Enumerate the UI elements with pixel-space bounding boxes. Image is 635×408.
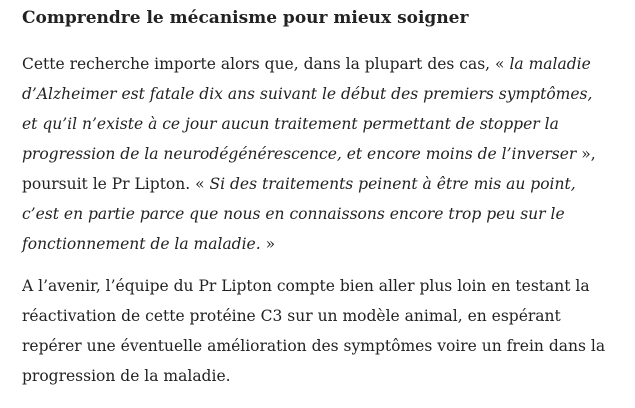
quote-text: fonctionnement de la maladie. [22,235,261,253]
quote-text: la maladie [509,55,591,73]
quote-text: Si des traitements peinent à être mis au point, [209,175,576,193]
text-line [22,202,565,226]
text-run: Cette recherche importe alors que, dans la plupart des cas, « [22,55,510,73]
text-line: A l’avenir, l’équipe du Pr Lipton compte bien aller plus loin en testant la [22,277,590,295]
text-run: » [260,235,276,253]
quote-text: d’Alzheimer est fatale dix ans suivant le début des premiers symptômes, [22,85,593,103]
text-run: poursuit le Pr Lipton. « [22,175,210,193]
section-heading: Comprendre le mécanisme pour mieux soigner [22,8,469,28]
text-line [22,82,592,106]
quote-text: et qu’il n’existe à ce jour aucun traitement permettant de stopper la [22,115,559,133]
quote-text: progression de la neurodégénérescence, et encore moins de l’inverser [22,145,577,163]
quote-text: c’est en partie parce que nous en connaissons encore trop peu sur le [22,205,565,223]
text-line [22,232,275,256]
text-line [22,52,591,76]
text-line [22,112,559,136]
text-line: repérer une éventuelle amélioration des symptômes voire un frein dans la [22,337,606,355]
text-line [22,172,576,196]
text-line: progression de la maladie. [22,367,231,385]
text-run: », [576,145,596,163]
text-line: réactivation de cette protéine C3 sur un modèle animal, en espérant [22,307,561,325]
text-line [22,142,596,166]
